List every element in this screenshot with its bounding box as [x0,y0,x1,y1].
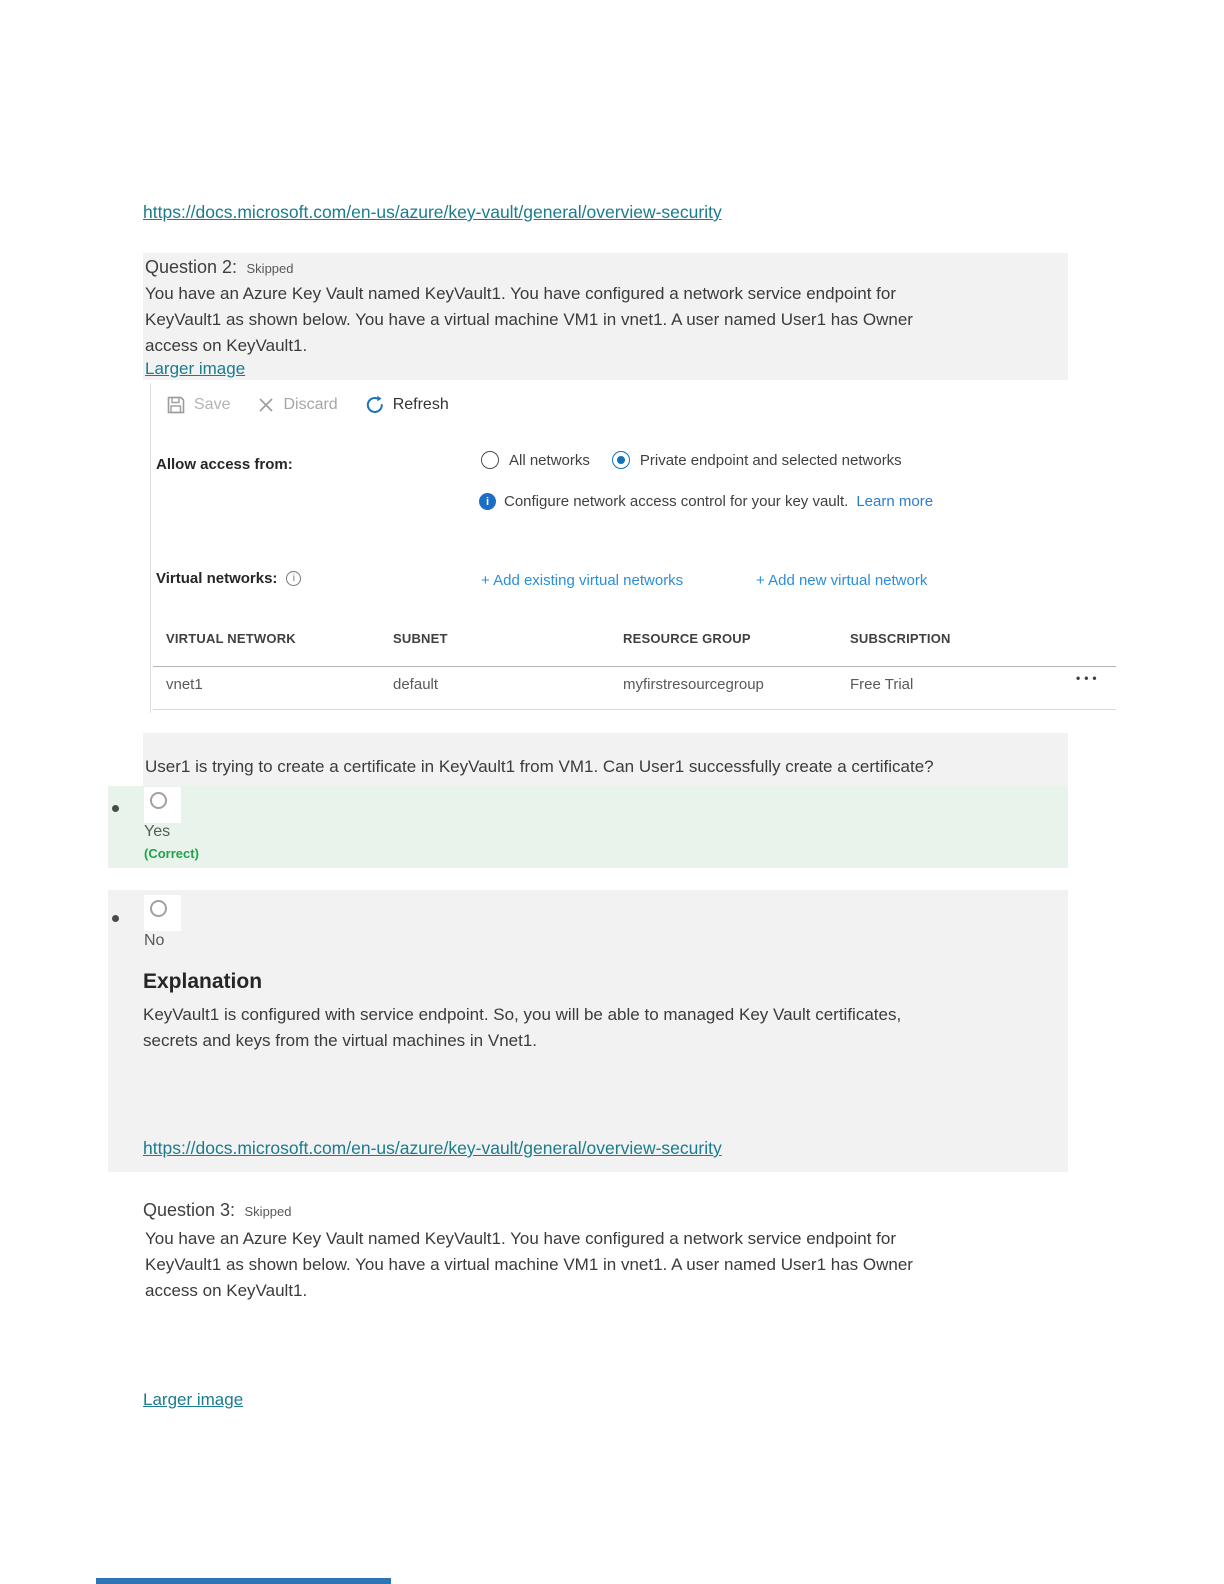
explanation-line: KeyVault1 is configured with service endpoint. So, you will be able to managed Key Vault certificates, [143,1005,902,1024]
answer-no-label: No [144,932,165,949]
list-bullet-icon [112,915,119,922]
refresh-button[interactable] [365,395,449,415]
network-info-row [479,493,933,510]
correct-badge: (Correct) [144,846,199,861]
col-header-subscription: SUBSCRIPTION [850,631,951,646]
doc-link-top[interactable]: https://docs.microsoft.com/en-us/azure/key-vault/general/overview-security [143,202,722,222]
answer-radio-box [144,895,181,931]
radio-selected-icon[interactable] [612,451,630,469]
prompt-text: User1 is trying to create a certificate in KeyVault1 from VM1. Can User1 successfully create a certificate? [145,757,934,776]
learn-more-link[interactable]: Learn more [856,493,934,510]
radio-yes-icon[interactable] [150,792,167,809]
save-button[interactable] [166,395,230,415]
question2-line: You have an Azure Key Vault named KeyVault1. You have configured a network service endpoint for [145,284,897,303]
question3-label-row [143,1200,292,1221]
network-access-radio-group [481,451,902,469]
question3-label: Question 3: [143,1200,236,1220]
explanation-heading: Explanation [143,970,263,993]
add-new-vnet-link[interactable]: + Add new virtual network [756,572,928,589]
question2-label: Question 2: [145,257,238,277]
radio-all-networks-label: All networks [509,451,590,469]
discard-x-icon [257,396,275,414]
question3-text [145,1226,913,1304]
radio-private-endpoint[interactable] [612,451,902,469]
radio-unselected-icon[interactable] [481,451,499,469]
question2-label-row [145,257,294,278]
row-menu-ellipsis-icon[interactable]: ••• [1076,671,1101,685]
answer-radio-box [144,787,181,823]
question3-line: access on KeyVault1. [145,1281,308,1300]
next-image-top-edge [96,1578,391,1584]
question3-line: KeyVault1 as shown below. You have a virtual machine VM1 in vnet1. A user named User1 has Owner [145,1255,913,1274]
col-header-subnet: SUBNET [393,631,448,646]
virtual-networks-label-row [156,570,301,587]
add-existing-vnet-link[interactable]: + Add existing virtual networks [481,572,684,589]
larger-image-link-q3[interactable]: Larger image [143,1390,244,1409]
explanation-text [143,1002,901,1054]
discard-label: Discard [283,396,338,413]
answer-option-yes[interactable] [108,786,1068,868]
larger-image-link-q2[interactable]: Larger image [145,359,246,378]
radio-no-icon[interactable] [150,900,167,917]
prompt-block [143,733,1068,786]
radio-private-endpoint-label: Private endpoint and selected networks [639,451,902,469]
doc-link-bottom[interactable]: https://docs.microsoft.com/en-us/azure/key-vault/general/overview-security [143,1138,722,1158]
portal-toolbar [166,395,449,415]
answer-yes-label: Yes [144,823,171,840]
question3-line: You have an Azure Key Vault named KeyVault1. You have configured a network service endpoint for [145,1229,897,1248]
radio-all-networks[interactable] [481,451,590,469]
list-bullet-icon [112,805,119,812]
question2-block [143,253,1068,380]
save-icon [166,395,186,415]
save-label: Save [194,396,231,413]
cell-resource-group: myfirstresourcegroup [623,676,764,693]
portal-screenshot [150,383,1117,713]
cell-subscription: Free Trial [850,676,914,693]
virtual-networks-label: Virtual networks: [156,570,278,587]
question2-line: KeyVault1 as shown below. You have a virtual machine VM1 in vnet1. A user named User1 has Owner [145,310,913,329]
question2-status-badge: Skipped [246,261,294,276]
cell-subnet: default [393,676,439,693]
allow-access-label: Allow access from: [156,456,293,473]
refresh-label: Refresh [392,396,449,413]
refresh-icon [365,395,385,415]
info-icon: i [479,493,496,510]
cell-virtual-network: vnet1 [166,676,203,693]
explanation-line: secrets and keys from the virtual machines in Vnet1. [143,1031,538,1050]
tooltip-info-icon[interactable]: i [286,571,301,586]
col-header-resource-group: RESOURCE GROUP [623,631,751,646]
info-text: Configure network access control for your key vault. [504,493,849,510]
discard-button[interactable] [257,396,337,414]
col-header-virtual-network: VIRTUAL NETWORK [166,631,296,646]
question2-line: access on KeyVault1. [145,336,308,355]
answer-option-no[interactable] [108,890,1068,1172]
table-header-divider [153,666,1116,667]
table-row-divider [153,709,1116,710]
question2-text [145,281,913,359]
question3-status-badge: Skipped [244,1204,292,1219]
